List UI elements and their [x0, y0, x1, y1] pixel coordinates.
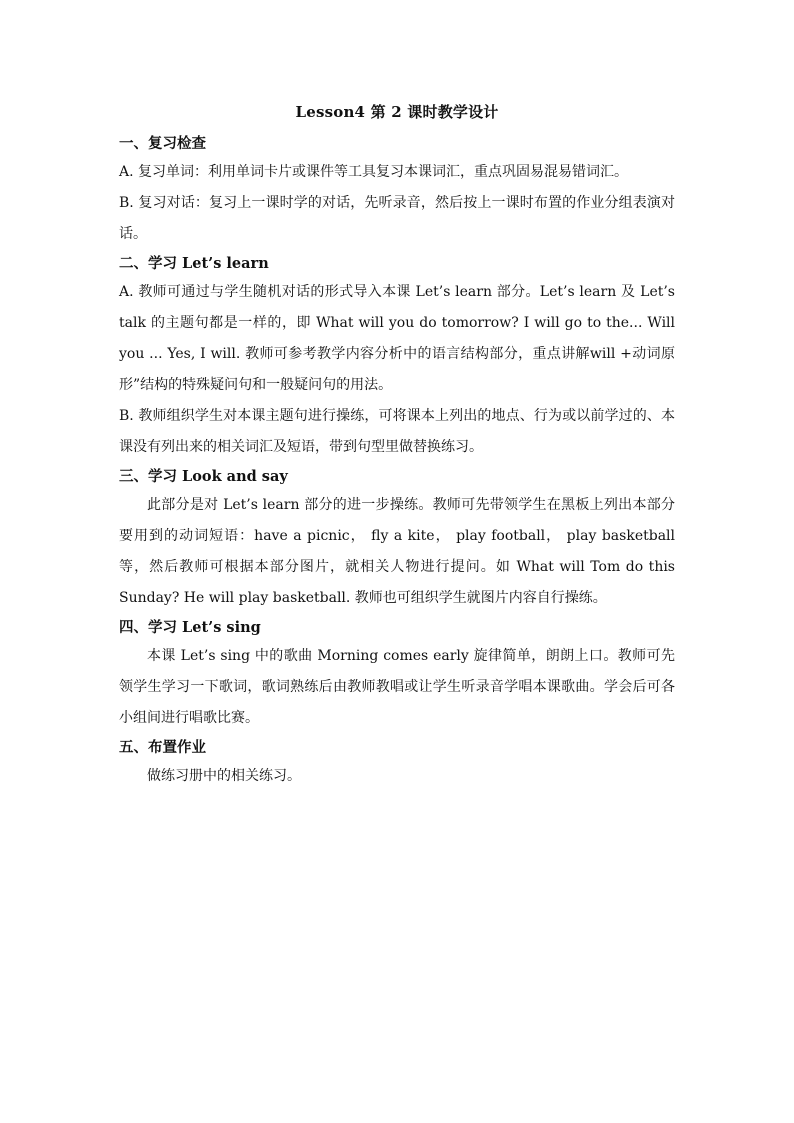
section-review [119, 130, 675, 250]
paragraph: B. 教师组织学生对本课主题句进行操练，可将课本上列出的地点、行为或以前学过的、本课没有列出来的相关词汇及短语，带到句型里做替换练习。 [119, 408, 675, 455]
paragraph: 做练习册中的相关练习。 [147, 768, 301, 784]
section-homework [119, 734, 675, 792]
paragraph: 此部分是对 Let’s learn 部分的进一步操练。教师可先带领学生在黑板上列出本部分要用到的动词短语：have a picnic， fly a kite， play football， play basketball 等，然后教师可根据本部分图片，就相关人物进行提问。如 What will Tom do this Sunday? He will play basketball. 教师也可组织学生就图片内容自行操练。 [119, 497, 675, 606]
section-heading: 一、复习检查 [119, 135, 206, 152]
section-heading: 二、学习 Let’s learn [119, 255, 269, 272]
paragraph: 本课 Let’s sing 中的歌曲 Morning comes early 旋律简单，朗朗上口。教师可先领学生学习一下歌词，歌词熟练后由教师教唱或让学生听录音学唱本课歌曲。学会后可各小组间进行唱歌比赛。 [119, 648, 675, 726]
paragraph: B. 复习对话：复习上一课时学的对话，先听录音，然后按上一课时布置的作业分组表演对话。 [119, 195, 675, 242]
paragraph: A. 复习单词：利用单词卡片或课件等工具复习本课词汇，重点巩固易混易错词汇。 [119, 164, 629, 180]
section-lets-sing [119, 614, 675, 734]
document-page [119, 100, 675, 792]
section-lets-learn [119, 250, 675, 463]
section-heading: 三、学习 Look and say [119, 468, 288, 485]
paragraph: A. 教师可通过与学生随机对话的形式导入本课 Let’s learn 部分。Let’s learn 及 Let’s talk 的主题句都是一样的，即 What will you do tomorrow? I will go to the... Will you ... Yes, I will. 教师可参考教学内容分析中的语言结构部分，重点讲解will +动词原形”结构的特殊疑问句和一般疑问句的用法。 [119, 284, 675, 393]
section-heading: 五、布置作业 [119, 739, 206, 756]
section-look-and-say [119, 463, 675, 614]
document-title: Lesson4 第 2 课时教学设计 [295, 103, 499, 121]
section-heading: 四、学习 Let’s sing [119, 619, 261, 636]
